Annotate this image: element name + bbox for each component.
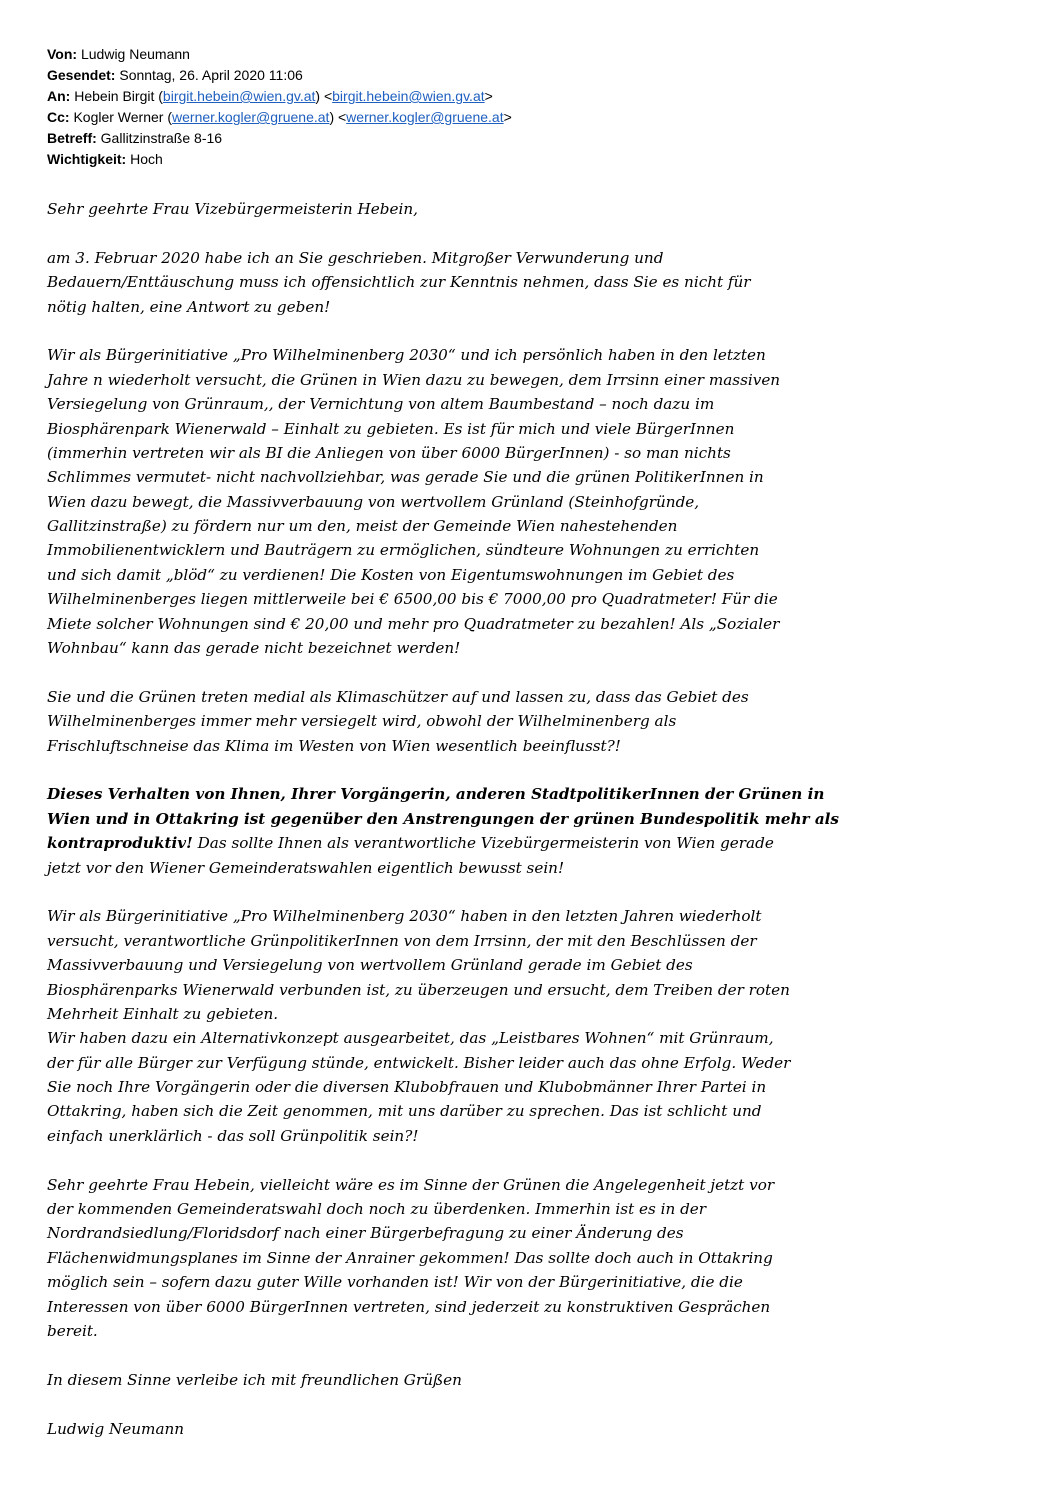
paragraph-1 [47, 246, 1022, 319]
paragraph-3 [47, 685, 1022, 758]
paragraph-line: Wilhelminenberges immer mehr versiegelt wird, obwohl der Wilhelminenberg als [47, 712, 677, 731]
paragraph-line: nötig halten, eine Antwort zu geben! [47, 297, 331, 316]
paragraph-line: Frischluftschneise das Klima im Westen von Wien wesentlich beeinflusst?! [47, 736, 621, 755]
paragraph-line: Jahre n wiederholt versucht, die Grünen in Wien dazu zu bewegen, dem Irrsinn einer massiven [47, 370, 781, 389]
paragraph-gap [47, 880, 1022, 904]
paragraph-line: Ottakring, haben sich die Zeit genommen, mit uns darüber zu sprechen. Das ist schlicht und [47, 1102, 762, 1121]
paragraph-line: und sich damit „blöd“ zu verdienen! Die Kosten von Eigentumswohnungen im Gebiet des [47, 565, 735, 584]
cc-separator: ) < [329, 109, 347, 125]
to-email-link-2[interactable]: birgit.hebein@wien.gv.at [332, 88, 485, 104]
signature: Ludwig Neumann [47, 1419, 185, 1438]
paragraph-line: Miete solcher Wohnungen sind € 20,00 und mehr pro Quadratmeter zu bezahlen! Als „Sozialer [47, 614, 780, 633]
paragraph-gap [47, 221, 1022, 245]
to-email-link[interactable]: birgit.hebein@wien.gv.at [162, 88, 316, 104]
paragraph-gap [47, 1343, 1022, 1367]
paragraph-2 [47, 343, 1022, 660]
paragraph-6 [47, 1173, 1022, 1344]
subject-line [47, 128, 1007, 149]
paragraph-line: Bedauern/Enttäuschung muss ich offensichtlich zur Kenntnis nehmen, dass Sie es nicht für [47, 273, 751, 292]
paragraph-4 [47, 782, 1022, 880]
paragraph-line: Wir als Bürgerinitiative „Pro Wilhelminenberg 2030“ und ich persönlich haben in den letzten [47, 346, 766, 365]
paragraph-line: Wohnbau“ kann das gerade nicht bezeichnet werden! [47, 639, 461, 658]
paragraph-line: der kommenden Gemeinderatswahl doch noch zu überdenken. Immerhin ist es in der [47, 1200, 707, 1219]
from-label: Von: [47, 46, 78, 62]
paragraph-line: Flächenwidmungsplanes im Sinne der Anrainer gekommen! Das sollte doch auch in Ottakring [47, 1248, 773, 1267]
paragraph-line: Schlimmes vermutet- nicht nachvollziehbar, was gerade Sie und die grünen PolitikerInnen in [47, 468, 764, 487]
paragraph-line: Sie noch Ihre Vorgängerin oder die diversen Klubobfrauen und Klubobmänner Ihrer Partei in [47, 1078, 767, 1097]
from-value: Ludwig Neumann [80, 46, 190, 62]
paragraph-line: Biosphärenparks Wienerwald verbunden ist, zu überzeugen und ersucht, dem Treiben der roten [47, 980, 790, 999]
paragraph-line: (immerhin vertreten wir als BI die Anliegen von über 6000 BürgerInnen) - so man nichts [47, 443, 731, 462]
paragraph-gap [47, 660, 1022, 684]
paragraph-gap [47, 1148, 1022, 1172]
paragraph-line: Wir haben dazu ein Alternativkonzept ausgearbeitet, das „Leistbares Wohnen“ mit Grünraum, [47, 1029, 774, 1048]
to-line [47, 86, 1007, 107]
to-label: An: [47, 88, 71, 104]
paragraph-line: Mehrheit Einhalt zu gebieten. [47, 1004, 279, 1023]
email-header [47, 44, 1007, 170]
cc-name: Kogler Werner ( [73, 109, 173, 125]
paragraph-line: Versiegelung von Grünraum,, der Vernichtung von altem Baumbestand – noch dazu im [47, 395, 715, 414]
paragraph-line: Immobilienentwicklern und Bauträgern zu ermöglichen, sündteure Wohnungen zu errichten [47, 541, 760, 560]
paragraph-line: Sehr geehrte Frau Hebein, vielleicht wäre es im Sinne der Grünen die Angelegenheit jetzt vor [47, 1175, 775, 1194]
paragraph-line: versucht, verantwortliche GrünpolitikerInnen von dem Irrsinn, der mit den Beschlüssen der [47, 931, 757, 950]
cc-line [47, 107, 1007, 128]
paragraph-line [47, 831, 1022, 855]
line-continuation: Das sollte Ihnen als verantwortliche Vizebürgermeisterin von Wien gerade [192, 834, 774, 853]
paragraph-line: einfach unerklärlich - das soll Grünpolitik sein?! [47, 1126, 419, 1145]
paragraph-line: bereit. [47, 1321, 98, 1340]
paragraph-line: möglich sein – sofern dazu guter Wille vorhanden ist! Wir von der Bürgerinitiative, die die [47, 1273, 743, 1292]
paragraph-line: Biosphärenpark Wienerwald – Einhalt zu gebieten. Es ist für mich und viele BürgerInnen [47, 419, 735, 438]
cc-email-link[interactable]: werner.kogler@gruene.at [172, 109, 330, 125]
importance-value: Hoch [130, 151, 163, 167]
subject-value: Gallitzinstraße 8-16 [100, 130, 223, 146]
paragraph-gap [47, 1392, 1022, 1416]
sent-label: Gesendet: [47, 67, 116, 83]
paragraph-line: Nordrandsiedlung/Floridsdorf nach einer Bürgerbefragung zu einer Änderung des [47, 1224, 684, 1243]
subject-label: Betreff: [47, 130, 97, 146]
paragraph-line: der für alle Bürger zur Verfügung stünde, entwickelt. Bisher leider auch das ohne Erfolg. Weder [47, 1053, 791, 1072]
paragraph-line: Massivverbauung und Versiegelung von wertvollem Grünland gerade im Gebiet des [47, 956, 693, 975]
paragraph-line-bold: Dieses Verhalten von Ihnen, Ihrer Vorgängerin, anderen StadtpolitikerInnen der Grünen in [47, 785, 825, 804]
importance-line [47, 149, 1007, 170]
importance-label: Wichtigkeit: [47, 151, 127, 167]
paragraph-line: am 3. Februar 2020 habe ich an Sie geschrieben. Mitgroßer Verwunderung und [47, 248, 664, 267]
paragraph-gap [47, 319, 1022, 343]
paragraph-line: Interessen von über 6000 BürgerInnen vertreten, sind jederzeit zu konstruktiven Gesprächen [47, 1297, 771, 1316]
sent-line [47, 65, 1007, 86]
salutation: Sehr geehrte Frau Vizebürgermeisterin Hebein, [47, 200, 418, 218]
paragraph-gap [47, 758, 1022, 782]
paragraph-line-bold: Wien und in Ottakring ist gegenüber den Anstrengungen der grünen Bundespolitik mehr als [47, 809, 839, 828]
paragraph-line: jetzt vor den Wiener Gemeinderatswahlen eigentlich bewusst sein! [47, 858, 565, 877]
paragraph-line: Wir als Bürgerinitiative „Pro Wilhelminenberg 2030“ haben in den letzten Jahren wiederholt [47, 907, 762, 926]
bold-phrase: kontraproduktiv! [47, 834, 193, 853]
paragraph-line: Gallitzinstraße) zu fördern nur um den, meist der Gemeinde Wien nahestehenden [47, 517, 678, 536]
from-line [47, 44, 1007, 65]
to-name: Hebein Birgit ( [74, 88, 163, 104]
cc-email-link-2[interactable]: werner.kogler@gruene.at [346, 109, 504, 125]
paragraph-line: Wien dazu bewegt, die Massivverbauung von wertvollem Grünland (Steinhofgründe, [47, 492, 700, 511]
cc-end: > [503, 109, 512, 125]
closing-line: In diesem Sinne verleibe ich mit freundlichen Grüßen [47, 1370, 462, 1389]
to-separator: ) < [315, 88, 333, 104]
to-end: > [484, 88, 493, 104]
letter-body [47, 197, 1022, 1441]
paragraph-line: Wilhelminenberges liegen mittlerweile bei € 6500,00 bis € 7000,00 pro Quadratmeter! Für die [47, 590, 778, 609]
cc-label: Cc: [47, 109, 70, 125]
paragraph-5 [47, 904, 1022, 1148]
paragraph-line: Sie und die Grünen treten medial als Klimaschützer auf und lassen zu, dass das Gebiet des [47, 687, 749, 706]
sent-value: Sonntag, 26. April 2020 11:06 [119, 67, 303, 83]
